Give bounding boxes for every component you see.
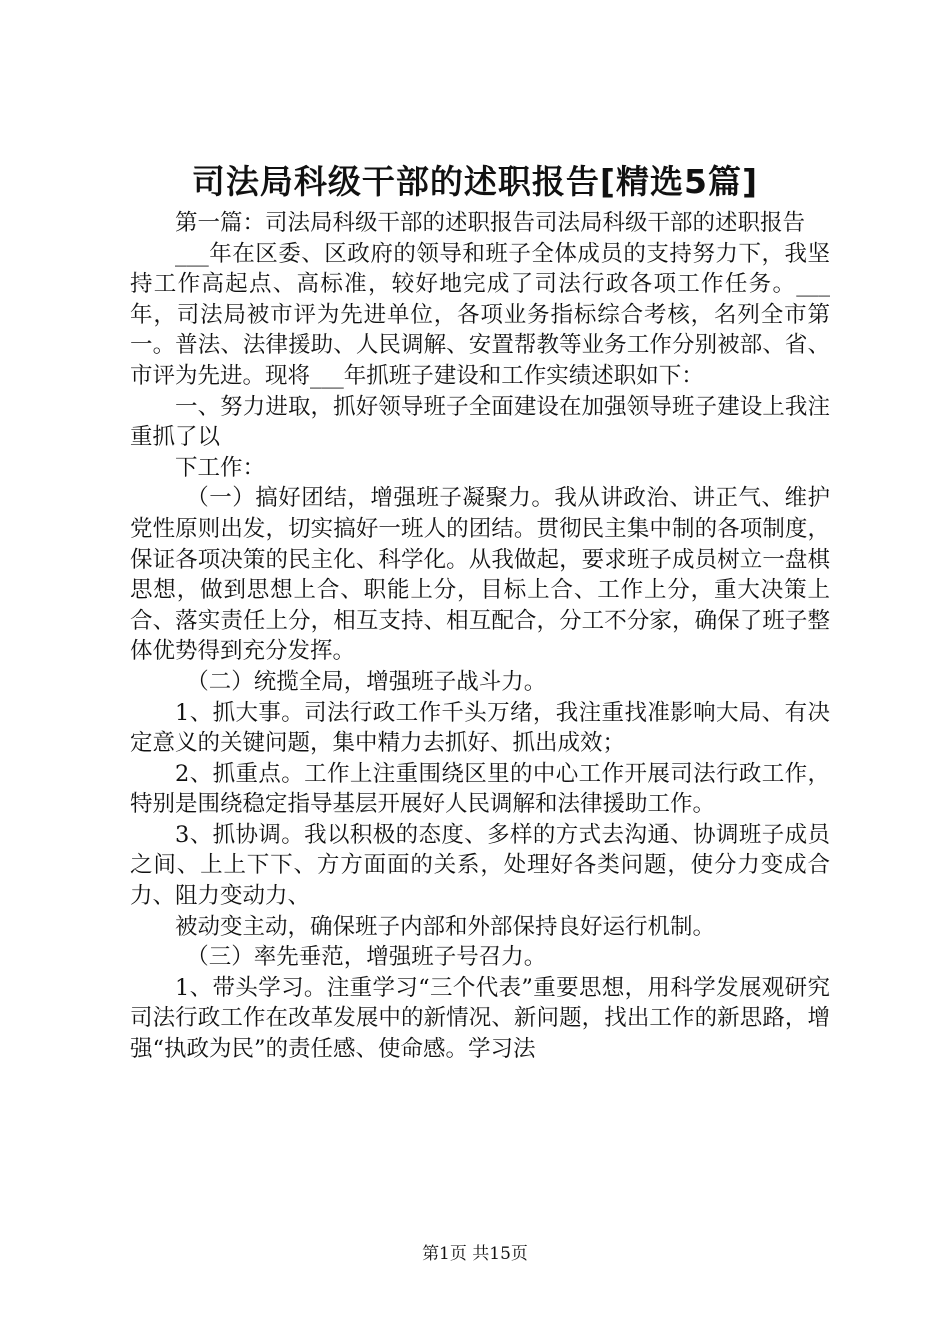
paragraph: 被动变主动，确保班子内部和外部保持良好运行机制。	[175, 913, 716, 940]
paragraph: 1、带头学习。注重学习“三个代表”重要思想，用科学发展观研究司法行政工作在改革发展中的新情况、新问题，找出工作的新思路，增强“执政为民”的责任感、使命感。学习法	[130, 974, 830, 1063]
paragraph: （一）搞好团结，增强班子凝聚力。我从讲政治、讲正气、维护党性原则出发，切实搞好一班人的团结。贯彻民主集中制的各项制度，保证各项决策的民主化、科学化。从我做起，要求班子成员树立一盘棋思想，做到思想上合、职能上分，目标上合、工作上分，重大决策上合、落实责任上分，相互支持、相互配合，分工不分家，确保了班子整体优势得到充分发挥。	[130, 485, 830, 665]
paragraph: ___年在区委、区政府的领导和班子全体成员的支持努力下，我坚持工作高起点、高标准，较好地完成了司法行政各项工作任务。___年，司法局被市评为先进单位，各项业务指标综合考核，名列全市第一。普法、法律援助、人民调解、安置帮教等业务工作分别被部、省、市评为先进。现将___年抓班子建设和工作实绩述职如下：	[130, 240, 830, 389]
paragraph: （三）率先垂范，增强班子号召力。	[186, 944, 547, 971]
document-body	[130, 208, 830, 1065]
document-title: 司法局科级干部的述职报告[精选5篇]	[191, 162, 759, 201]
paragraph: 2、抓重点。工作上注重围绕区里的中心工作开展司法行政工作，特别是围绕稳定指导基层开展好人民调解和法律援助工作。	[130, 760, 830, 818]
paragraph-heading: 第一篇：司法局科级干部的述职报告司法局科级干部的述职报告	[175, 210, 806, 236]
page-number: 第1页 共15页	[422, 1244, 528, 1264]
paragraph: 3、抓协调。我以积极的态度、多样的方式去沟通、协调班子成员之间、上上下下、方方面面的关系，处理好各类问题，使分力变成合力、阻力变动力、	[130, 821, 830, 910]
paragraph: 一、努力进取，抓好领导班子全面建设在加强领导班子建设上我注重抓了以	[130, 393, 830, 451]
paragraph: （二）统揽全局，增强班子战斗力。	[186, 668, 547, 695]
paragraph: 下工作：	[175, 454, 266, 481]
paragraph: 1、抓大事。司法行政工作千头万绪，我注重找准影响大局、有决定意义的关键问题，集中精力去抓好、抓出成效；	[130, 699, 830, 757]
